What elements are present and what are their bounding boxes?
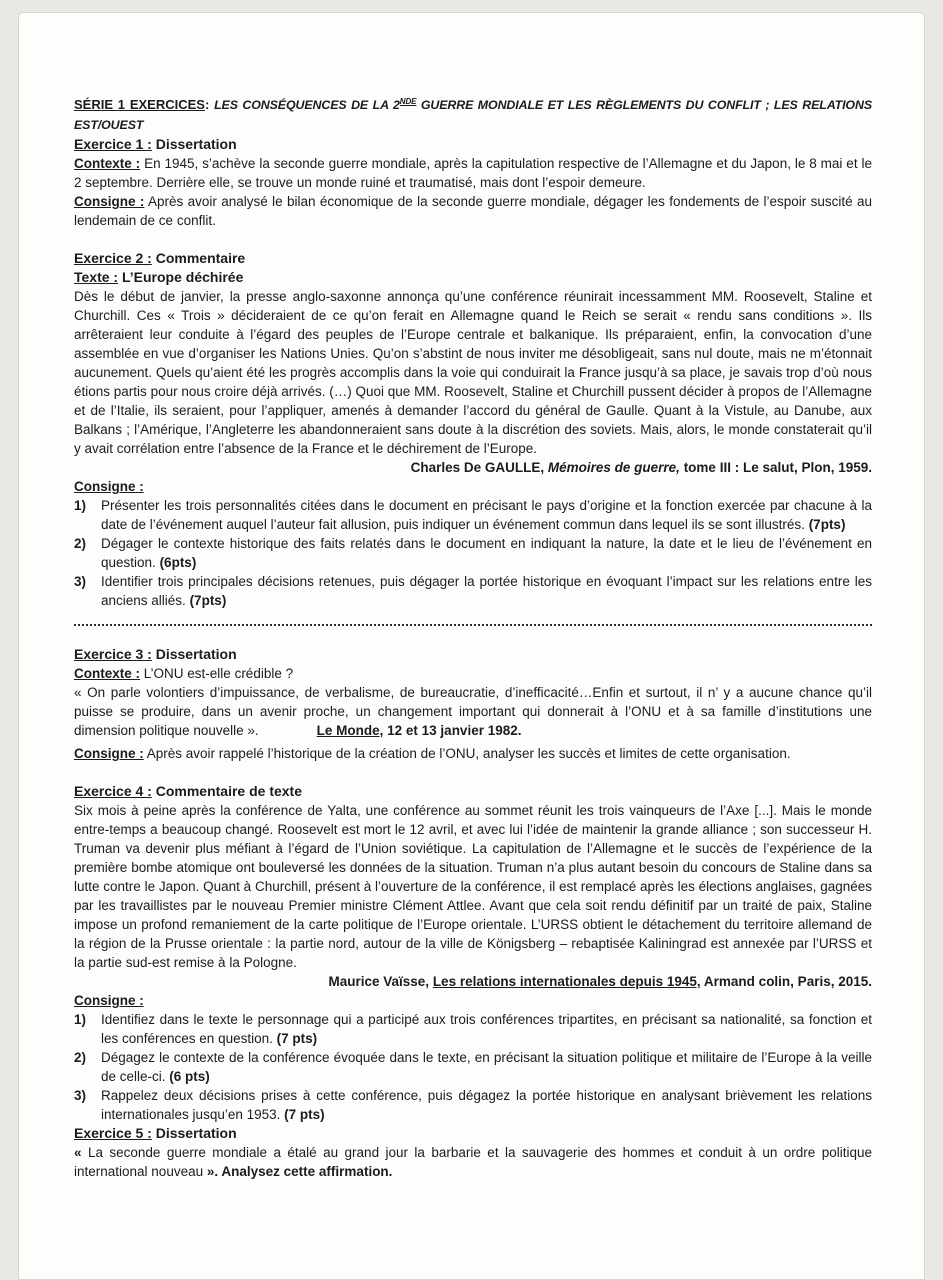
consigne-label: Consigne : xyxy=(74,479,144,495)
consigne-item xyxy=(74,534,872,572)
consigne-label: Consigne : xyxy=(74,993,144,1009)
item-number: 1) xyxy=(74,1012,87,1028)
exercise3-consigne: Consigne : Après avoir rappelé l’historique de la création de l’ONU, analyser les succès et limites de cette organisation. xyxy=(74,746,791,762)
exercise3-contexte: Contexte : L’ONU est-elle crédible ? xyxy=(74,666,294,682)
consigne-label: Consigne : xyxy=(74,194,145,210)
exercise3-label: Exercice 3 : xyxy=(74,646,152,663)
item-points: (7 pts) xyxy=(284,1107,325,1123)
attribution-rest: tome III : Le salut, Plon, 1959. xyxy=(683,460,872,476)
texte-label: Texte : xyxy=(74,269,119,286)
attribution-author: Charles De GAULLE, xyxy=(410,460,545,476)
source-date: 12 et 13 janvier 1982. xyxy=(387,723,522,739)
series-title: SÉRIE 1 EXERCICES xyxy=(74,97,205,113)
texte-title: L’Europe déchirée xyxy=(121,269,244,286)
exercise2-type: Commentaire xyxy=(155,250,246,267)
exercise2-attribution xyxy=(74,458,872,477)
item-text: Présenter les trois personnalités citées dans le document en précisant le pays d’origine et la fonction exercée par chacune à la date de l’événement auquel l’auteur fait allusion, puis indiquer un événement commun dans lequel ils se sont illustrés. (7pts) xyxy=(101,498,872,533)
item-text: Identifiez dans le texte le personnage qui a participé aux trois conférences tripartites, en précisant sa nationalité, sa fonction et les conférences en question. (7 pts) xyxy=(101,1012,872,1047)
item-number: 2) xyxy=(74,536,87,552)
item-text: Identifier trois principales décisions retenues, puis dégager la portée historique en évoquant l’impact sur les relations entre les anciens alliés. (7pts) xyxy=(101,574,872,609)
series-header xyxy=(74,92,872,135)
exercise2-text-title xyxy=(74,268,872,287)
series-colon: : xyxy=(204,97,210,113)
exercise1-contexte: Contexte : En 1945, s’achève la seconde guerre mondiale, après la capitulation respective de l’Allemagne et du Japon, le 8 mai et le 2 septembre. Derrière elle, se trouve un monde ruiné et traumatisé, mais dont l’espoir demeure. xyxy=(74,156,872,191)
exercise3-quote: « On parle volontiers d’impuissance, de verbalisme, de bureaucratie, d’inefficacité…Enfin et surtout, il n’ y a aucune chance qu’il puisse se produire, dans un avenir proche, un changement important qui donnerait à l’ONU et à sa famille d’institutions une dimension politique nouvelle ». Le Monde, 12 et 13 janvier 1982. xyxy=(74,685,872,739)
item-points: (7pts) xyxy=(808,517,846,533)
attribution-work: Mémoires de guerre, xyxy=(547,460,680,476)
item-points: (6 pts) xyxy=(169,1069,210,1085)
consigne-item xyxy=(74,1086,872,1124)
document-content xyxy=(19,13,924,1221)
exercise3-type: Dissertation xyxy=(155,646,237,663)
item-text: Dégager le contexte historique des faits relatés dans le document en indiquant la nature, la date et le lieu de l’événement en question. (6pts) xyxy=(101,536,872,571)
item-points: (7 pts) xyxy=(276,1031,318,1047)
exercise2-body: Dès le début de janvier, la presse anglo-saxonne annonça qu’une conférence réunirait incessamment MM. Roosevelt, Staline et Churchill. Ces « Trois » décideraient de ce qu’on ferait en Allemagne quand le Reich se serait « rendu sans conditions ». Ils arrêteraient leur conduite à l’égard des peuples de l’Europe centrale et balkanique. Ils préparaient, enfin, la convocation d’une assemblée en vue d’organiser les Nations Unies. Qu’on s’abstint de nous inviter me désobligeait, sans nul doute, mais ne m’étonnait aucunement. Quels qu’aient été les progrès accomplis dans la voie qui conduirait la France jusqu’à sa place, je savais trop d’où nous étions partis pour nous croire déjà arrivés. (…) Quoi que MM. Roosevelt, Staline et Churchill pussent décider à propos de l’Allemagne et de l’Italie, ils seraient, pour l’appliquer, amenés à demander l’accord du général de Gaulle. Quant à la Vistule, au Danube, aux Balkans ; l’Amérique, l’Angleterre les abandonneraient sans doute à la discrétion des soviets. Mais, alors, le monde constaterait qu’il y avait corrélation entre l’absence de la France et le déchirement de l’Europe. xyxy=(74,289,872,457)
exercise2-consigne-heading xyxy=(74,477,872,496)
item-number: 3) xyxy=(74,574,87,590)
exercise1-type: Dissertation xyxy=(155,136,237,153)
exercise2-heading xyxy=(74,249,872,268)
attribution-author: Maurice Vaïsse, xyxy=(328,974,430,990)
superscript-nde: NDE xyxy=(399,97,417,106)
exercise1-label: Exercice 1 : xyxy=(74,136,152,153)
exercise3-heading xyxy=(74,645,872,664)
exercise1-heading xyxy=(74,135,872,154)
exercise5-heading xyxy=(74,1124,872,1143)
consigne-item xyxy=(74,1048,872,1086)
quote-close-instruction: ». Analysez cette affirmation. xyxy=(206,1164,393,1180)
dotted-separator xyxy=(74,622,872,626)
item-points: (6pts) xyxy=(159,555,197,571)
consigne-item xyxy=(74,572,872,610)
exercise4-label: Exercice 4 : xyxy=(74,783,152,800)
contexte-label: Contexte : xyxy=(74,666,141,682)
exercise1-consigne: Consigne : Après avoir analysé le bilan économique de la seconde guerre mondiale, dégager les fondements de l’espoir suscité au lendemain de ce conflit. xyxy=(74,194,873,229)
exercise4-body: Six mois à peine après la conférence de Yalta, une conférence au sommet réunit les trois vainqueurs de l’Axe [...]. Mais le monde entre-temps a beaucoup changé. Roosevelt est mort le 12 avril, et avec lui l’idée de maintenir la grande alliance ; son successeur H. Truman va devenir plus méfiant à l’égard de l’Union soviétique. La capitulation de l’Allemagne et le succès de l’expérience de la première bombe atomique ont bouleversé les données de la situation. Truman n’a plus autant besoin du concours de Staline dans sa lutte contre le Japon. Quant à Churchill, présent à l’ouverture de la conférence, il est remplacé après les élections anglaises, gagnées par les travaillistes par le nouveau Premier ministre Clément Attlee. Avant que cela soit rendu définitif par un traité de paix, Staline impose un profond remaniement de la carte politique de l’Europe orientale. L’URSS obtient le détachement du territoire allemand de la région de la Prusse orientale : la partie nord, autour de la ville de Königsberg – rebaptisée Kaliningrad est annexée par l’URSS et la partie sud-est remise à la Pologne. xyxy=(74,803,872,971)
item-number: 3) xyxy=(74,1088,87,1104)
attribution-work: Les relations internationales depuis 1945, xyxy=(432,974,701,990)
contexte-label: Contexte : xyxy=(74,156,141,172)
attribution-rest: Armand colin, Paris, 2015. xyxy=(703,974,872,990)
quote-open: « xyxy=(74,1145,82,1161)
consigne-item xyxy=(74,496,872,534)
exercise4-consigne-heading xyxy=(74,991,872,1010)
exercise5-statement: « La seconde guerre mondiale a étalé au grand jour la barbarie et la sauvagerie des hommes et conduit à un ordre politique international nouveau ». Analysez cette affirmation. xyxy=(74,1145,872,1180)
exercise5-type: Dissertation xyxy=(155,1125,237,1142)
item-points: (7pts) xyxy=(189,593,227,609)
item-number: 1) xyxy=(74,498,87,514)
consigne-item xyxy=(74,1010,872,1048)
exercise2-label: Exercice 2 : xyxy=(74,250,152,267)
exercise4-heading xyxy=(74,782,872,801)
document-page xyxy=(18,12,925,1280)
exercise4-type: Commentaire de texte xyxy=(155,783,303,800)
consigne-label: Consigne : xyxy=(74,746,144,762)
source-name: Le Monde, xyxy=(316,723,384,739)
exercise4-attribution xyxy=(74,972,872,991)
item-text: Rappelez deux décisions prises à cette conférence, puis dégagez la portée historique en analysant brièvement les relations internationales jusqu’en 1953. (7 pts) xyxy=(101,1088,872,1123)
item-text: Dégagez le contexte de la conférence évoquée dans le texte, en précisant la situation politique et militaire de l’Europe à la veille de celle-ci. (6 pts) xyxy=(101,1050,872,1085)
exercise5-label: Exercice 5 : xyxy=(74,1125,152,1142)
series-subtitle: LES CONSÉQUENCES DE LA 2NDE GUERRE MONDIALE ET LES RÈGLEMENTS DU CONFLIT ; LES RELATIONS EST/OUEST xyxy=(74,97,872,133)
item-number: 2) xyxy=(74,1050,87,1066)
